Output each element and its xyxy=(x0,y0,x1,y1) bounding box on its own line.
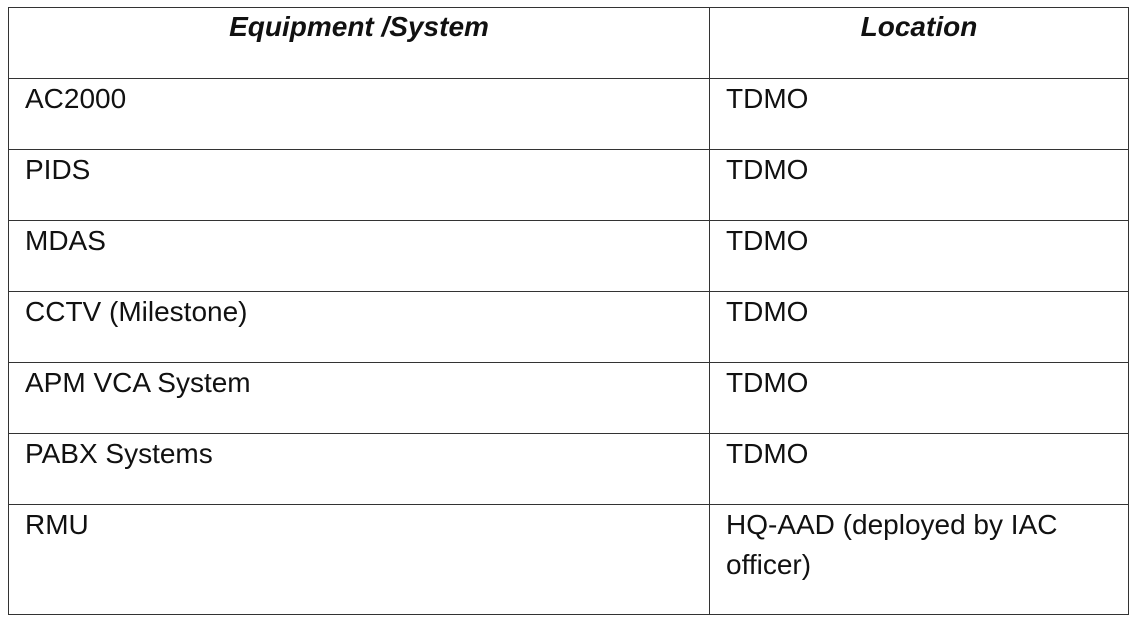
equipment-cell xyxy=(9,363,710,434)
location-name: HQ-AAD (deployed by IAC officer) xyxy=(726,509,1058,580)
table-row xyxy=(9,363,1129,434)
equipment-name: PABX Systems xyxy=(25,438,213,469)
location-name: TDMO xyxy=(726,154,809,185)
equipment-cell xyxy=(9,150,710,221)
equipment-name: APM VCA System xyxy=(25,367,251,398)
location-cell xyxy=(710,292,1129,363)
equipment-cell xyxy=(9,79,710,150)
location-cell xyxy=(710,221,1129,292)
equipment-cell xyxy=(9,292,710,363)
table-row xyxy=(9,434,1129,505)
table-header-row xyxy=(9,8,1129,79)
location-name: TDMO xyxy=(726,367,809,398)
equipment-cell xyxy=(9,434,710,505)
location-cell xyxy=(710,150,1129,221)
header-location-label: Location xyxy=(860,11,978,42)
table-row xyxy=(9,79,1129,150)
equipment-name: MDAS xyxy=(25,225,106,256)
header-location xyxy=(710,8,1129,79)
table-row xyxy=(9,150,1129,221)
location-cell xyxy=(710,505,1129,615)
table-row xyxy=(9,221,1129,292)
header-equipment-system-label: Equipment /System xyxy=(229,11,489,42)
location-cell xyxy=(710,79,1129,150)
location-name: TDMO xyxy=(726,438,809,469)
equipment-cell xyxy=(9,505,710,615)
equipment-cell xyxy=(9,221,710,292)
location-name: TDMO xyxy=(726,225,809,256)
equipment-name: PIDS xyxy=(25,154,91,185)
location-name: TDMO xyxy=(726,83,809,114)
location-name: TDMO xyxy=(726,296,809,327)
location-cell xyxy=(710,363,1129,434)
equipment-location-table xyxy=(8,7,1129,615)
equipment-name: RMU xyxy=(25,509,89,540)
table-row xyxy=(9,505,1129,615)
location-cell xyxy=(710,434,1129,505)
equipment-name: CCTV (Milestone) xyxy=(25,296,248,327)
header-equipment-system xyxy=(9,8,710,79)
equipment-name: AC2000 xyxy=(25,83,127,114)
table-row xyxy=(9,292,1129,363)
